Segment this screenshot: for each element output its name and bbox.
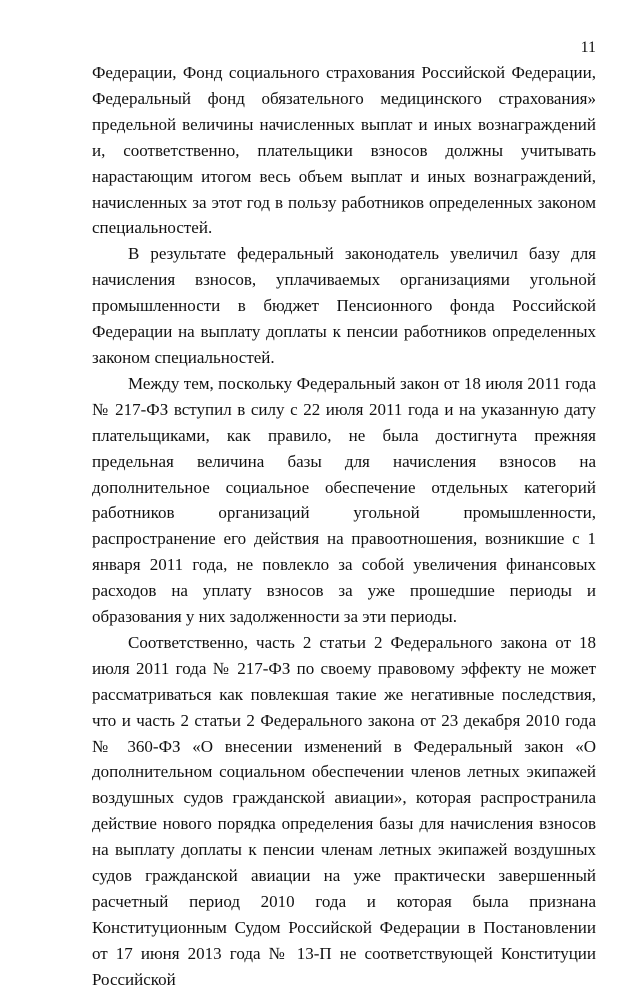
document-body bbox=[92, 60, 596, 993]
paragraph: Между тем, поскольку Федеральный закон от 18 июля 2011 года № 217-ФЗ вступил в силу с 22 июля 2011 года и на указанную дату плательщиками, как правило, не была достигнута прежняя предельная величина базы для начисления взносов на дополнительное социальное обеспечение отдельных категорий работников организаций угольной промышленности, распространение его действия на правоотношения, возникшие с 1 января 2011 года, не повлекло за собой увеличения финансовых расходов на уплату взносов за уже прошедшие периоды и образования у них задолженности за эти периоды. bbox=[92, 373, 596, 627]
paragraph-continuation: Федерации, Фонд социального страхования Российской Федерации, Федеральный фонд обязательного медицинского страхования» предельной величины начисленных выплат и иных вознаграждений и, соответственно, плательщики взносов должны учитывать нарастающим итогом весь объем выплат и иных вознаграждений, начисленных за этот год в пользу работников определенных законом специальностей. bbox=[92, 63, 596, 238]
page-number: 11 bbox=[580, 39, 596, 56]
paragraph: В результате федеральный законодатель увеличил базу для начисления взносов, уплачиваемых организациями угольной промышленности в бюджет Пенсионного фонда Российской Федерации на выплату доплаты к пенсии работников определенных законом специальностей. bbox=[92, 244, 596, 367]
paragraph: Соответственно, часть 2 статьи 2 Федерального закона от 18 июля 2011 года № 217-ФЗ по своему правовому эффекту не может рассматриваться как повлекшая такие же негативные последствия, что и часть 2 статьи 2 Федерального закона от 23 декабря 2010 года № 360-ФЗ «О внесении изменений в Федеральный закон «О дополнительном социальном обеспечении членов летных экипажей воздушных судов гражданской авиации», которая распространила действие нового порядка определения базы для начисления взносов на выплату доплаты к пенсии членам летных экипажей воздушных судов гражданской авиации на уже практически завершенный расчетный период 2010 года и которая была признана Конституционным Судом Российской Федерации в Постановлении от 17 июня 2013 года № 13-П не соответствующей Конституции Российской bbox=[92, 632, 596, 989]
